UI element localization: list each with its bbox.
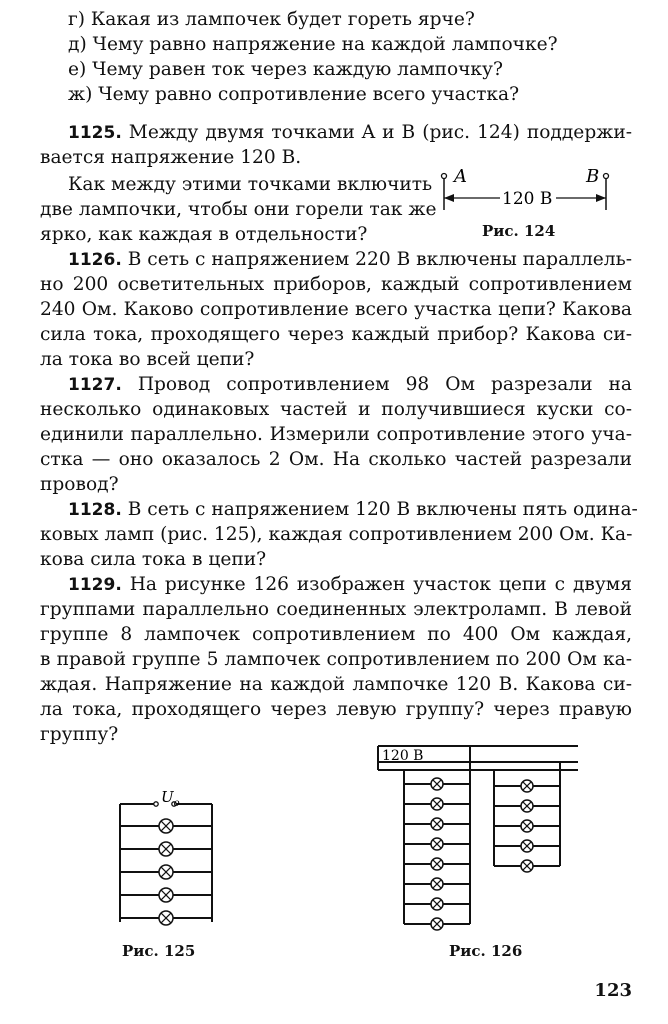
lamp-rung xyxy=(404,898,470,910)
question-zh: ж) Чему равно сопротивление всего участка? xyxy=(68,84,520,105)
problem-1129-line1: 1129. На рисунке 126 изображен участок цепи с двумя xyxy=(68,574,632,595)
problem-1127-line5: провод? xyxy=(40,474,119,495)
label-a: A xyxy=(454,166,467,187)
question-d: д) Чему равно напряжение на каждой лампочке? xyxy=(68,34,558,55)
problem-1126-line4: сила тока, проходящего через каждый прибор? Какова си- xyxy=(40,324,632,345)
problem-1125-line4: две лампочки, чтобы они горели так же xyxy=(40,199,437,220)
terminal-left xyxy=(154,802,158,806)
problem-number-1125: 1125. xyxy=(68,123,122,143)
caption-fig-126: Рис. 126 xyxy=(449,942,523,960)
problem-1128-line3: кова сила тока в цепи? xyxy=(40,549,267,570)
problem-number-1128: 1128. xyxy=(68,500,122,520)
caption-fig-124: Рис. 124 xyxy=(482,222,556,240)
problem-1126-line1: 1126. В сеть с напряжением 220 В включены параллель- xyxy=(68,249,632,270)
problem-1128-line2: ковых ламп (рис. 125), каждая сопротивлением 200 Ом. Ка- xyxy=(40,524,633,545)
problem-1129-line6: ла тока, проходящего через левую группу? через правую xyxy=(40,699,632,720)
lamp-rung xyxy=(120,842,212,856)
problem-number-1126: 1126. xyxy=(68,250,122,270)
question-e: е) Чему равен ток через каждую лампочку? xyxy=(68,59,503,80)
page-number: 123 xyxy=(594,980,632,1001)
lamp-rung xyxy=(404,878,470,890)
problem-number-1127: 1127. xyxy=(68,375,122,395)
label-u: $U_о$ xyxy=(161,788,180,809)
problem-1125-line5: ярко, как каждая в отдельности? xyxy=(40,224,368,245)
problem-number-1129: 1129. xyxy=(68,575,122,595)
problem-1129-line7: группу? xyxy=(40,724,119,745)
lamp-rung xyxy=(120,819,212,833)
figure-125 xyxy=(112,790,222,940)
problem-1129-line3: группе 8 лампочек сопротивлением по 400 Ом каждая, xyxy=(40,624,632,645)
problem-1126-line3: 240 Ом. Каково сопротивление всего участка цепи? Какова xyxy=(40,299,632,320)
figure-126 xyxy=(372,740,582,940)
voltage-label-126: 120 В xyxy=(382,748,424,764)
lamp-rung xyxy=(404,798,470,810)
problem-1127-line3: единили параллельно. Измерили сопротивление этого уча- xyxy=(40,424,632,445)
lamp-rung xyxy=(404,778,470,790)
figure-124 xyxy=(438,168,638,228)
lamp-rung xyxy=(494,800,560,812)
problem-1129-line5: ждая. Напряжение на каждой лампочке 120 В. Какова си- xyxy=(40,674,632,695)
lamp-rung xyxy=(494,780,560,792)
problem-1125-line1: 1125. Между двумя точками A и B (рис. 124) поддержи- xyxy=(68,122,632,143)
problem-1128-line1: 1128. В сеть с напряжением 120 В включены пять одина- xyxy=(68,499,638,520)
problem-1125-line2: вается напряжение 120 В. xyxy=(40,147,302,168)
terminal-b xyxy=(604,174,609,179)
problem-1127-line2: несколько одинаковых частей и получившиеся куски со- xyxy=(40,399,632,420)
lamp-rung xyxy=(494,820,560,832)
lamp-rung xyxy=(120,888,212,902)
arrow-right-head xyxy=(596,194,606,202)
problem-1127-line4: стка — оно оказалось 2 Ом. На сколько частей разрезали xyxy=(40,449,632,470)
caption-fig-125: Рис. 125 xyxy=(122,942,196,960)
lamp-rung xyxy=(494,860,560,872)
problem-1129-line2: группами параллельно соединенных электроламп. В левой xyxy=(40,599,632,620)
lamp-rung xyxy=(404,838,470,850)
problem-1127-line1: 1127. Провод сопротивлением 98 Ом разрезали на xyxy=(68,374,632,395)
problem-1125-line3: Как между этими точками включить xyxy=(68,174,433,195)
terminal-a xyxy=(442,174,447,179)
lamp-rung xyxy=(120,911,212,925)
problem-1126-line2: но 200 осветительных приборов, каждый сопротивлением xyxy=(40,274,632,295)
problem-1129-line4: в правой группе 5 лампочек сопротивлением по 200 Ом ка- xyxy=(40,649,632,670)
lamp-rung xyxy=(494,840,560,852)
lamp-rung xyxy=(404,858,470,870)
question-g: г) Какая из лампочек будет гореть ярче? xyxy=(68,9,475,30)
problem-1126-line5: ла тока во всей цепи? xyxy=(40,349,255,370)
label-b: B xyxy=(586,166,600,187)
lamp-rung xyxy=(404,918,470,930)
arrow-left-head xyxy=(444,194,454,202)
voltage-label-124: 120 В xyxy=(502,189,553,209)
lamp-rung xyxy=(404,818,470,830)
lamp-rung xyxy=(120,865,212,879)
